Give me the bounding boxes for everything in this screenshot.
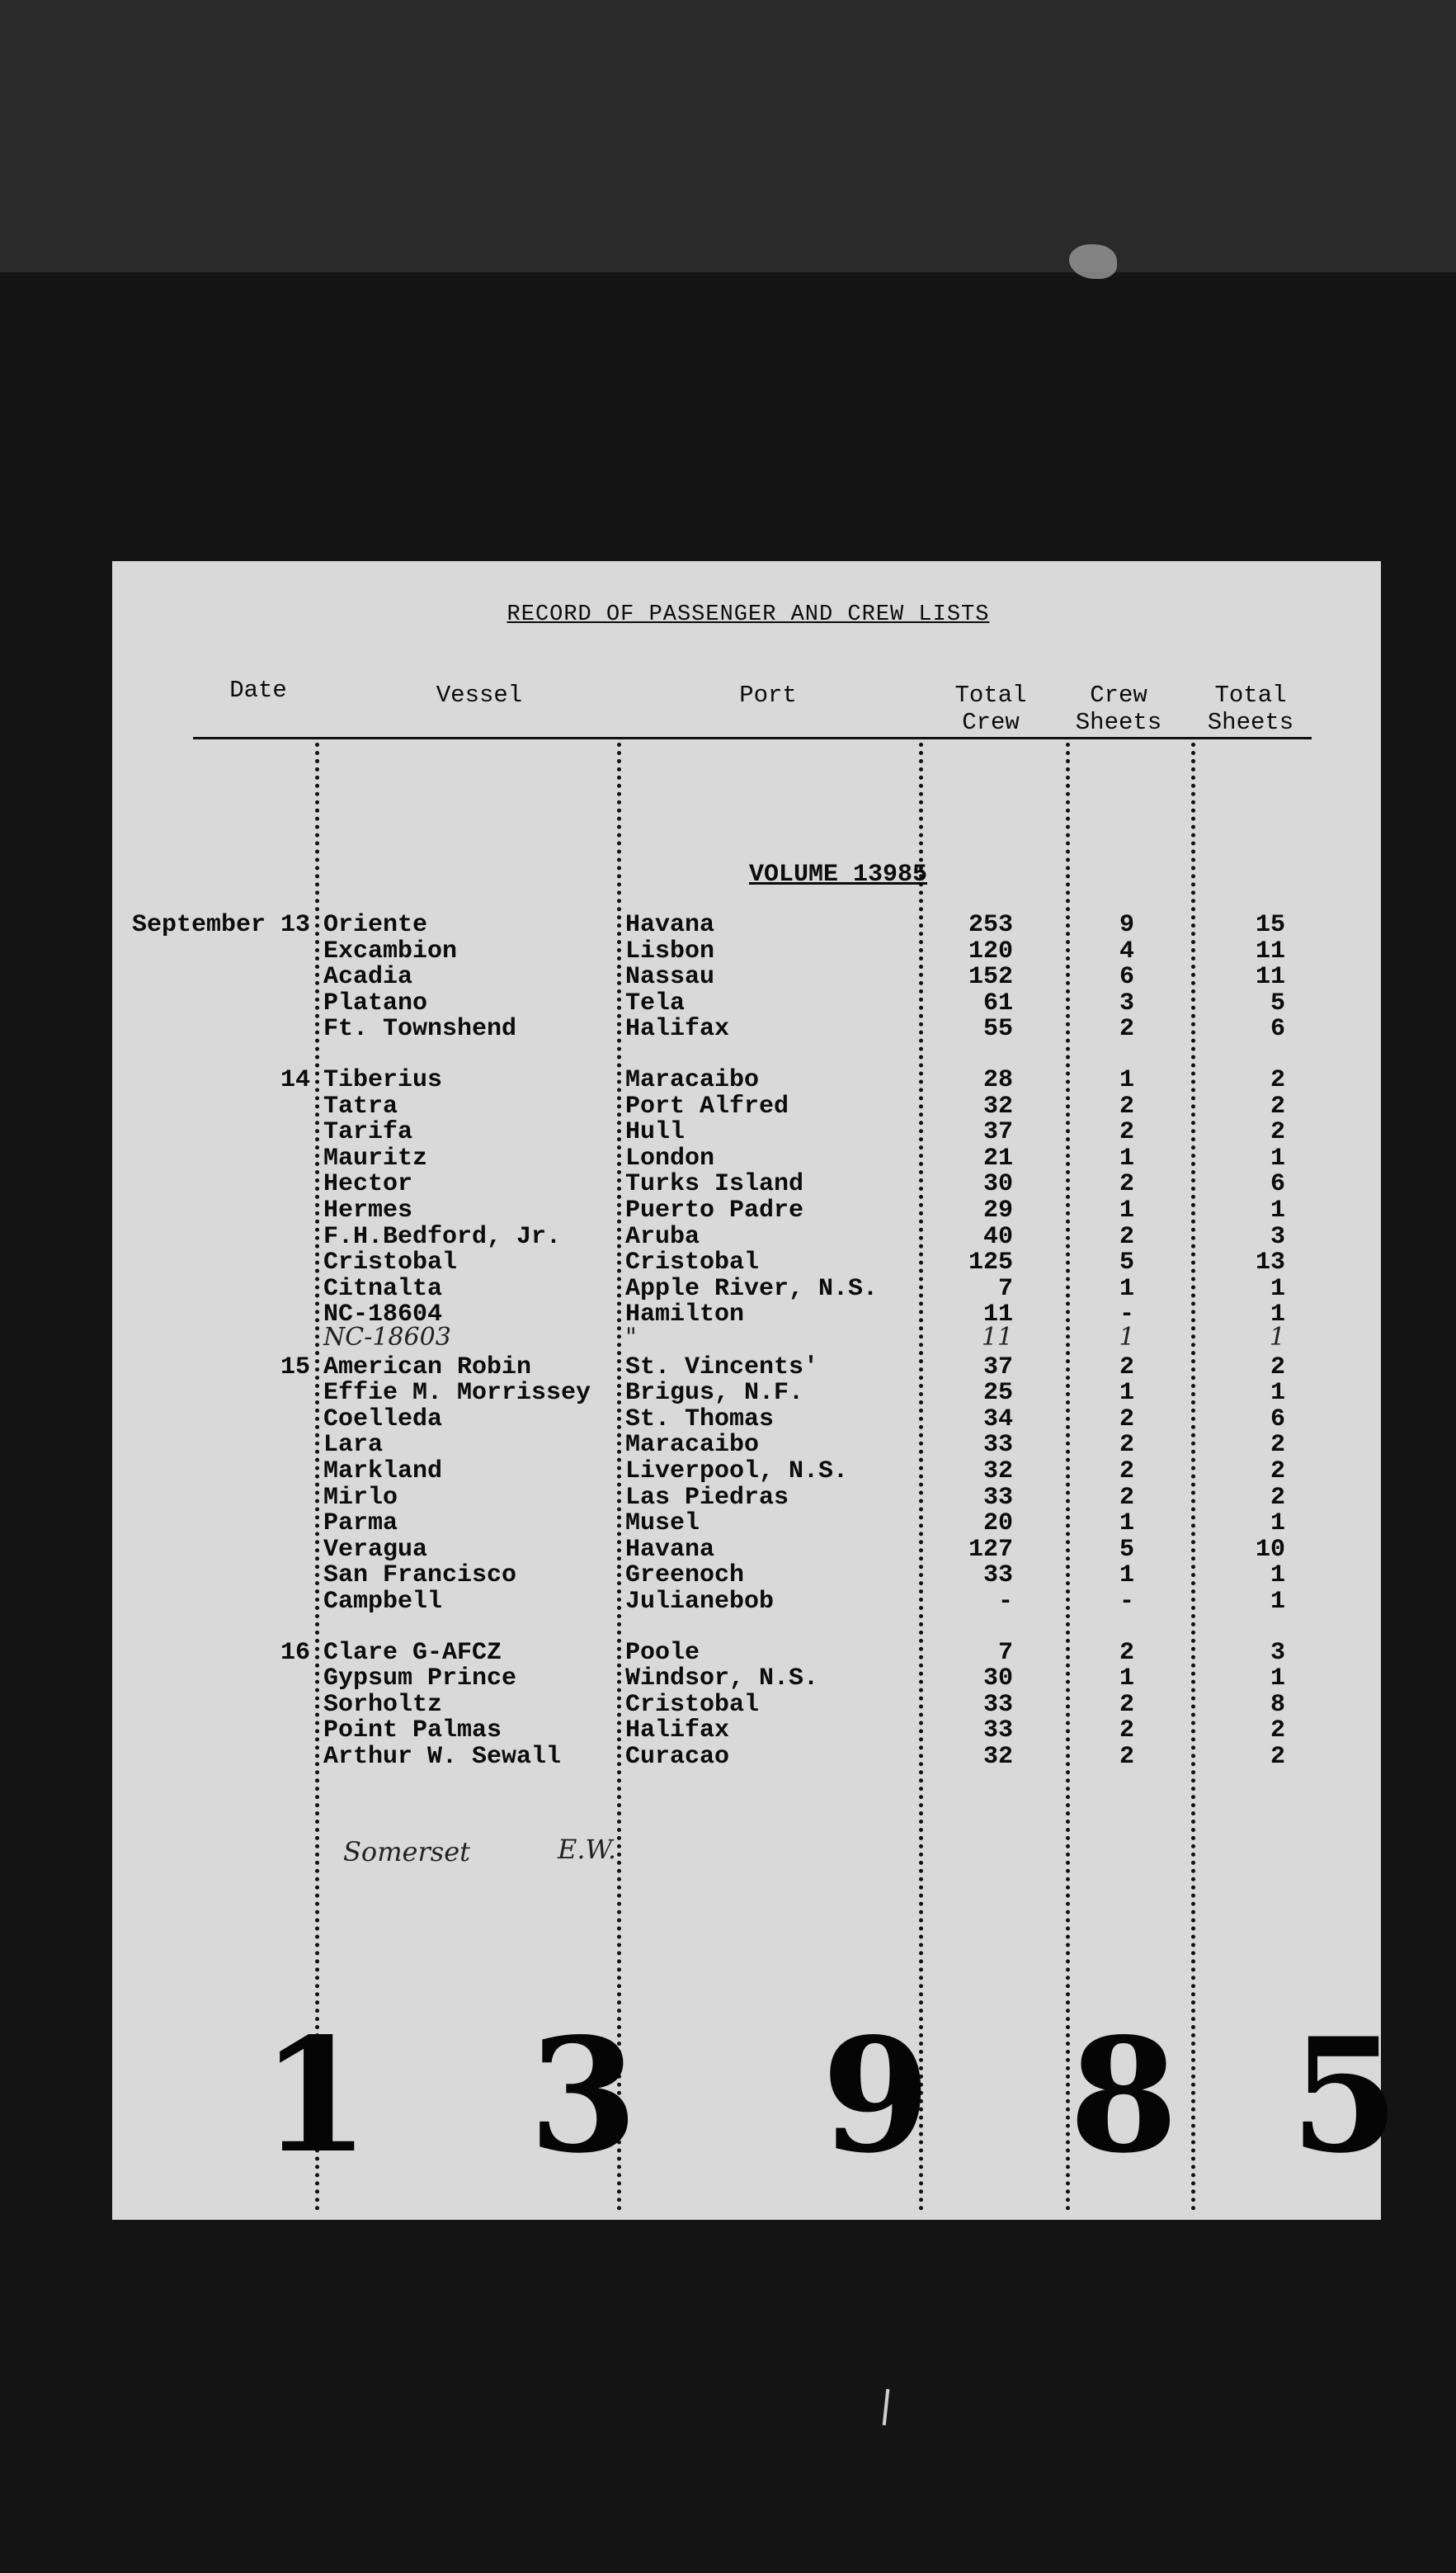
row-total-crew: 30 [982,1664,1013,1693]
row-vessel: Point Palmas [323,1716,502,1744]
row-crew-sheets: 2 [1119,1639,1134,1667]
row-vessel: F.H.Bedford, Jr. [323,1223,562,1251]
row-vessel: San Francisco [323,1561,517,1589]
row-crew-sheets: 1 [1119,1379,1134,1407]
row-total-crew: 25 [982,1379,1013,1407]
row-vessel: American Robin [323,1353,532,1381]
row-vessel: Veragua [323,1536,428,1564]
header-total-crew [937,682,1044,736]
row-crew-sheets: 2 [1119,1691,1134,1719]
row-total-sheets: 1 [1270,1509,1285,1537]
row-total-sheets: 1 [1270,1301,1285,1329]
row-vessel: Tatra [323,1093,398,1121]
row-total-crew: 37 [982,1353,1013,1381]
record-sheet [112,561,1400,2220]
row-total-sheets: 15 [1255,911,1285,939]
row-port: Hull [625,1118,686,1146]
column-divider [315,743,319,2212]
row-crew-sheets: 1 [1119,1197,1134,1225]
row-total-sheets: 1 [1270,1664,1285,1693]
row-total-sheets: 2 [1270,1716,1285,1744]
row-date: 14 [280,1066,310,1094]
scan-background-top [0,0,1456,272]
row-crew-sheets: 6 [1119,963,1134,991]
row-crew-sheets: 5 [1119,1536,1134,1564]
row-vessel: Parma [323,1509,398,1537]
row-vessel: Lara [323,1431,384,1459]
row-port: Curacao [625,1743,730,1771]
row-crew-sheets: 2 [1119,1716,1134,1744]
row-total-crew: 34 [982,1405,1013,1433]
row-port: St. Thomas [625,1405,775,1433]
row-vessel: Gypsum Prince [323,1664,517,1693]
header-total-sheets-line1: Total [1214,682,1287,709]
row-total-crew: 33 [982,1691,1013,1719]
row-total-sheets: 1 [1270,1275,1285,1303]
volume-digit: 5 [1290,2004,1400,2188]
row-crew-sheets: 4 [1119,937,1134,965]
row-total-crew: 28 [982,1066,1013,1094]
row-total-crew: 120 [968,937,1013,965]
row-port: Maracaibo [625,1431,760,1459]
row-date: 15 [280,1353,310,1381]
row-port: Puerto Padre [625,1197,804,1225]
row-total-crew: 55 [982,1015,1013,1043]
row-total-sheets: 11 [1255,937,1285,965]
row-port: Lisbon [625,937,715,965]
row-crew-sheets: 2 [1119,1457,1134,1485]
row-total-sheets: 1 [1269,1323,1285,1352]
handwritten-note-2: E.W. [558,1834,616,1865]
row-port: Maracaibo [625,1066,760,1094]
row-vessel: NC-18604 [323,1301,443,1329]
row-port: Tela [625,989,686,1017]
volume-heading: VOLUME 13985 [748,861,928,889]
row-total-sheets: 2 [1270,1743,1285,1771]
row-crew-sheets: 1 [1119,1275,1134,1303]
row-total-crew: 7 [997,1275,1013,1303]
row-crew-sheets: 1 [1119,1509,1134,1537]
row-crew-sheets: 1 [1119,1145,1134,1173]
row-total-sheets: 6 [1270,1170,1285,1198]
row-crew-sheets: 1 [1119,1664,1134,1693]
row-total-sheets: 2 [1270,1431,1285,1459]
row-total-sheets: 2 [1270,1353,1285,1381]
row-vessel: NC-18603 [323,1323,451,1352]
row-crew-sheets: 5 [1119,1249,1134,1277]
row-vessel: Hector [323,1170,413,1198]
row-port: Cristobal [625,1691,760,1719]
row-total-sheets: 3 [1270,1639,1285,1667]
row-crew-sheets: 2 [1119,1223,1134,1251]
row-total-crew: 7 [997,1639,1013,1667]
row-vessel: Coelleda [323,1405,443,1433]
row-crew-sheets: 2 [1119,1170,1134,1198]
row-port: Cristobal [625,1249,760,1277]
row-port: Windsor, N.S. [625,1664,819,1693]
row-vessel: Sorholtz [323,1691,443,1719]
row-vessel: Hermes [323,1197,413,1225]
row-date: September 13 [131,911,310,939]
row-total-sheets: 2 [1270,1118,1285,1146]
row-total-crew: 21 [982,1145,1013,1173]
row-port: Greenoch [625,1561,745,1589]
row-crew-sheets: - [1119,1588,1134,1616]
row-port: Havana [625,911,715,939]
row-vessel: Clare G-AFCZ [323,1639,502,1667]
handwritten-note-1: Somerset [343,1836,470,1867]
row-total-sheets: 2 [1270,1457,1285,1485]
row-total-sheets: 11 [1255,963,1285,991]
row-crew-sheets: 2 [1119,1093,1134,1121]
row-total-crew: 253 [968,911,1013,939]
row-total-sheets: 6 [1270,1405,1285,1433]
header-crew-sheets-line2: Sheets [1075,709,1162,736]
row-total-crew: 127 [968,1536,1013,1564]
row-vessel: Tarifa [323,1118,413,1146]
row-crew-sheets: 1 [1119,1561,1134,1589]
row-vessel: Arthur W. Sewall [323,1743,562,1771]
volume-digit: 1 [261,2004,370,2188]
row-vessel: Platano [323,989,428,1017]
row-vessel: Markland [323,1457,443,1485]
row-total-sheets: 3 [1270,1223,1285,1251]
row-port: Halifax [625,1015,730,1043]
row-vessel: Mauritz [323,1145,428,1173]
header-crew-sheets [1069,682,1168,736]
volume-digit: 3 [529,2004,638,2188]
row-vessel: Tiberius [323,1066,443,1094]
row-port: Nassau [625,963,715,991]
row-crew-sheets: 2 [1119,1405,1134,1433]
row-total-sheets: 1 [1270,1588,1285,1616]
volume-digit: 8 [1069,2004,1179,2188]
row-total-crew: 32 [982,1093,1013,1121]
row-total-sheets: 1 [1270,1145,1285,1173]
row-port: Turks Island [625,1170,804,1198]
row-total-crew: 37 [982,1118,1013,1146]
header-total-sheets [1193,682,1308,736]
row-crew-sheets: 2 [1119,1743,1134,1771]
row-crew-sheets: 1 [1119,1323,1135,1352]
row-total-crew: 11 [982,1301,1013,1329]
row-total-crew: 30 [982,1170,1013,1198]
header-total-crew-line1: Total [954,682,1027,709]
scan-mark [883,2389,890,2425]
row-vessel: Acadia [323,963,413,991]
row-crew-sheets: 1 [1119,1066,1134,1094]
row-port: Liverpool, N.S. [625,1457,849,1485]
row-vessel: Campbell [323,1588,443,1616]
row-crew-sheets: - [1119,1301,1134,1329]
row-total-sheets: 2 [1270,1484,1285,1512]
document-title: RECORD OF PASSENGER AND CREW LISTS [507,602,990,627]
row-crew-sheets: 2 [1119,1484,1134,1512]
row-vessel: Ft. Townshend [323,1015,517,1043]
row-port: Brigus, N.F. [625,1379,804,1407]
row-total-crew: 40 [982,1223,1013,1251]
row-port: Hamilton [625,1301,745,1329]
row-port: Havana [625,1536,715,1564]
row-total-sheets: 1 [1270,1561,1285,1589]
row-total-sheets: 8 [1270,1691,1285,1719]
row-total-sheets: 10 [1255,1536,1285,1564]
row-total-crew: 33 [982,1561,1013,1589]
row-total-sheets: 2 [1270,1066,1285,1094]
row-vessel: Mirlo [323,1484,398,1512]
row-crew-sheets: 2 [1119,1015,1134,1043]
row-total-crew: 20 [982,1509,1013,1537]
row-total-crew: 61 [982,989,1013,1017]
row-vessel: Excambion [323,937,458,965]
row-total-crew: 11 [981,1323,1013,1352]
row-vessel: Effie M. Morrissey [323,1379,591,1407]
row-total-crew: 32 [982,1457,1013,1485]
row-port: London [625,1145,715,1173]
row-port: " [625,1323,637,1352]
volume-digit: 9 [822,2004,931,2188]
row-crew-sheets: 2 [1119,1431,1134,1459]
row-total-crew: 33 [982,1431,1013,1459]
header-crew-sheets-line1: Crew [1090,682,1147,709]
header-date: Date [229,677,287,704]
row-port: Poole [625,1639,700,1667]
row-total-crew: 32 [982,1743,1013,1771]
row-total-crew: - [997,1588,1013,1616]
row-port: St. Vincents' [625,1353,819,1381]
row-total-crew: 33 [982,1484,1013,1512]
scan-blot [1069,244,1117,279]
row-port: Apple River, N.S. [625,1275,879,1303]
row-vessel: Citnalta [323,1275,443,1303]
header-vessel: Vessel [436,682,523,709]
row-total-crew: 29 [982,1197,1013,1225]
row-port: Aruba [625,1223,700,1251]
row-port: Musel [625,1509,700,1537]
header-total-crew-line2: Crew [962,709,1020,736]
row-crew-sheets: 9 [1119,911,1134,939]
row-vessel: Oriente [323,911,428,939]
row-total-sheets: 1 [1270,1379,1285,1407]
row-crew-sheets: 3 [1119,989,1134,1017]
row-total-sheets: 1 [1270,1197,1285,1225]
row-total-sheets: 6 [1270,1015,1285,1043]
row-total-sheets: 2 [1270,1093,1285,1121]
row-total-crew: 152 [968,963,1013,991]
row-port: Halifax [625,1716,730,1744]
row-port: Julianebob [625,1588,775,1616]
row-total-crew: 125 [968,1249,1013,1277]
header-total-sheets-line2: Sheets [1207,709,1294,736]
row-total-sheets: 13 [1255,1249,1285,1277]
row-vessel: Cristobal [323,1249,458,1277]
header-rule [193,737,1312,739]
row-port: Port Alfred [625,1093,789,1121]
row-total-sheets: 5 [1270,989,1285,1017]
header-port: Port [739,682,797,709]
row-port: Las Piedras [625,1484,789,1512]
row-crew-sheets: 2 [1119,1118,1134,1146]
row-date: 16 [280,1639,310,1667]
row-crew-sheets: 2 [1119,1353,1134,1381]
row-total-crew: 33 [982,1716,1013,1744]
